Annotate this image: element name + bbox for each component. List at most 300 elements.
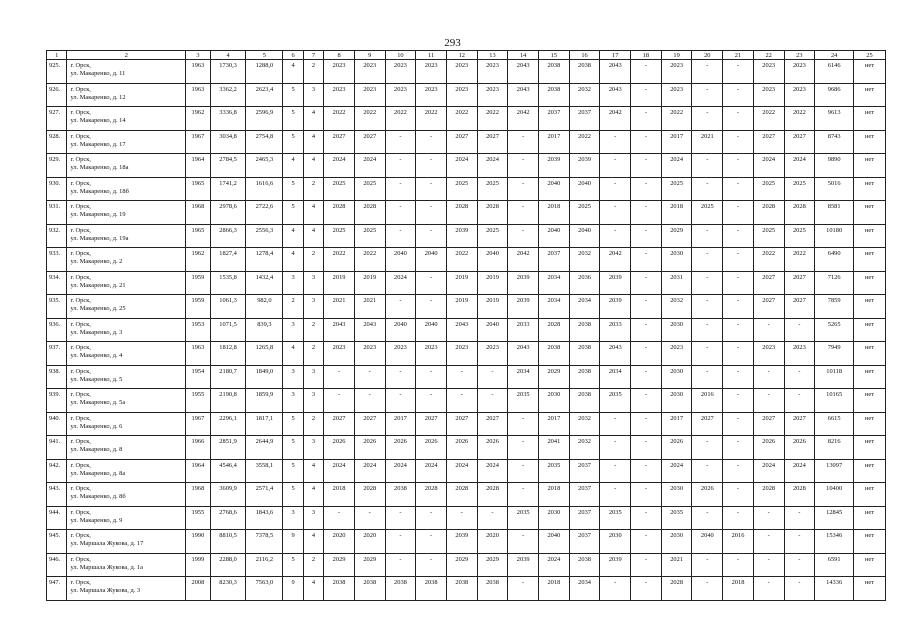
table-cell: 2024 [477,154,508,178]
table-cell: 2020 [477,530,508,554]
table-cell: - [692,177,723,201]
table-cell: - [324,506,355,530]
table-row [47,177,886,201]
table-cell: 2024 [446,459,477,483]
table-cell: - [723,459,754,483]
table-cell: 2021 [692,130,723,154]
table-cell: 2017 [661,130,692,154]
row-number: 947. [47,577,67,601]
table-cell: - [446,506,477,530]
table-cell: 9 [283,530,303,554]
table-cell: 2021 [324,295,355,319]
address-cell [67,365,186,389]
table-cell: 1965 [186,177,211,201]
table-cell: 8216 [815,436,854,460]
column-number: 12 [446,51,477,60]
table-cell: - [692,459,723,483]
table-cell: 2043 [508,83,539,107]
table-cell: 3 [303,271,323,295]
table-cell: - [508,577,539,601]
table-cell: 2028 [324,201,355,225]
table-row [47,342,886,366]
table-cell: 2027 [446,412,477,436]
table-cell: 2040 [385,248,416,272]
address-cell [67,318,186,342]
table-cell: 3034,8 [210,130,246,154]
table-row [47,271,886,295]
table-cell: - [600,177,631,201]
table-cell: - [692,271,723,295]
table-cell: 1061,3 [210,295,246,319]
table-cell: 4 [283,154,303,178]
table-cell: - [753,365,784,389]
table-cell: 2028 [354,201,385,225]
table-cell: - [416,295,447,319]
table-cell: 9613 [815,107,854,131]
table-cell: 2027 [416,412,447,436]
table-cell: 2041 [539,436,570,460]
address-city: г. Орск, [70,508,91,516]
table-cell: - [692,224,723,248]
table-cell: - [631,224,662,248]
table-body [47,51,886,601]
table-cell: - [354,389,385,413]
table-cell: нет [854,201,886,225]
table-cell: 2019 [446,271,477,295]
table-cell: 2035 [508,389,539,413]
table-cell: - [600,577,631,601]
column-number: 15 [539,51,570,60]
table-cell: 2623,4 [246,83,283,107]
table-cell: 2022 [784,107,815,131]
table-cell: 2036 [569,271,600,295]
table-cell: 2038 [416,577,447,601]
table-cell: 5 [283,553,303,577]
column-number: 22 [753,51,784,60]
table-cell: - [784,318,815,342]
table-cell: 1730,3 [210,60,246,84]
table-cell: 2030 [600,530,631,554]
column-number: 25 [854,51,886,60]
table-cell: 2037 [569,107,600,131]
table-cell: 2022 [446,248,477,272]
table-cell: 5 [283,177,303,201]
table-cell: 4 [303,224,323,248]
table-cell: 839,3 [246,318,283,342]
table-cell: 3 [303,436,323,460]
address-street: ул. Макаренко, д. 6 [70,422,123,430]
table-cell: - [508,154,539,178]
table-cell: 2039 [508,295,539,319]
table-cell: 1965 [186,224,211,248]
address-city: г. Орск, [70,461,91,469]
table-cell: 2023 [324,60,355,84]
column-number: 11 [416,51,447,60]
column-number: 16 [569,51,600,60]
table-cell: 2035 [661,506,692,530]
table-cell: 2043 [600,83,631,107]
table-cell: 10180 [815,224,854,248]
table-cell: 2024 [784,154,815,178]
table-cell: нет [854,130,886,154]
table-cell: нет [854,107,886,131]
table-cell: 2296,1 [210,412,246,436]
table-cell: 2025 [692,201,723,225]
address-cell [67,530,186,554]
table-cell: - [753,530,784,554]
table-cell: - [631,248,662,272]
row-number: 946. [47,553,67,577]
address-cell [67,107,186,131]
address-cell [67,436,186,460]
table-cell: 1966 [186,436,211,460]
column-number: 3 [186,51,211,60]
table-cell: 2023 [446,60,477,84]
table-cell: 2023 [324,342,355,366]
table-cell: 2021 [661,553,692,577]
table-cell: 2027 [692,412,723,436]
table-cell: - [385,389,416,413]
table-cell: - [692,506,723,530]
table-cell: 2021 [354,295,385,319]
table-cell: 2028 [784,483,815,507]
address-city: г. Орск, [70,297,91,304]
table-cell: - [508,130,539,154]
table-cell: 2025 [784,177,815,201]
table-row [47,248,886,272]
table-cell: 2043 [508,342,539,366]
table-cell: 3362,2 [210,83,246,107]
table-cell: нет [854,506,886,530]
table-cell: 2024 [539,553,570,577]
table-cell: 1962 [186,248,211,272]
table-cell: 2033 [600,318,631,342]
table-cell: 2038 [569,365,600,389]
table-cell: 2043 [354,318,385,342]
table-cell: 2038 [539,83,570,107]
table-cell: 2 [303,177,323,201]
table-cell: 2018 [661,201,692,225]
address-cell [67,130,186,154]
table-cell: - [784,365,815,389]
table-cell: - [508,177,539,201]
table-cell: 2040 [539,530,570,554]
address-cell [67,342,186,366]
table-cell: - [631,83,662,107]
table-cell: - [600,154,631,178]
table-cell: 2030 [661,248,692,272]
table-cell: 2025 [661,177,692,201]
column-number: 4 [210,51,246,60]
table-cell: 7378,5 [246,530,283,554]
address-cell [67,553,186,577]
table-cell: 2035 [600,506,631,530]
table-cell: 3 [303,506,323,530]
table-cell: нет [854,177,886,201]
table-cell: 2 [303,60,323,84]
table-cell: 5 [283,201,303,225]
table-cell: нет [854,436,886,460]
table-cell: 2030 [661,483,692,507]
table-cell: 2017 [539,412,570,436]
table-cell: 1959 [186,271,211,295]
table-cell: 982,0 [246,295,283,319]
table-cell: 2024 [661,154,692,178]
table-cell: 2038 [385,577,416,601]
address-city: г. Орск, [70,320,91,328]
table-cell: 2029 [354,553,385,577]
table-cell: 2022 [416,107,447,131]
table-cell: 2027 [324,412,355,436]
table-cell: 2038 [539,60,570,84]
row-number: 941. [47,436,67,460]
table-cell: 2866,3 [210,224,246,248]
table-cell: 2038 [569,389,600,413]
table-cell: 2 [283,295,303,319]
table-cell: 2023 [416,342,447,366]
table-cell: - [692,154,723,178]
table-cell: 2556,3 [246,224,283,248]
table-cell: 2022 [446,107,477,131]
address-city: г. Орск, [70,555,91,563]
table-cell: 2025 [784,224,815,248]
table-row [47,506,886,530]
table-cell: 5016 [815,177,854,201]
table-cell: 9686 [815,83,854,107]
table-cell: 2039 [600,553,631,577]
table-cell: - [784,553,815,577]
table-cell: 2024 [661,459,692,483]
column-number: 7 [303,51,323,60]
table-cell: - [385,177,416,201]
table-cell: 3558,1 [246,459,283,483]
table-cell: - [723,201,754,225]
address-cell [67,506,186,530]
table-cell: 2039 [508,271,539,295]
address-city: г. Орск, [70,132,91,140]
table-cell: 2038 [569,318,600,342]
table-cell: - [600,201,631,225]
table-cell: - [477,506,508,530]
table-cell: - [416,154,447,178]
table-cell: 2024 [416,459,447,483]
table-cell: 2023 [354,60,385,84]
address-street: ул. Макаренко, д. 3 [70,328,123,336]
address-cell [67,271,186,295]
address-street: ул. Макаренко, д. 4 [70,352,123,359]
column-number: 19 [661,51,692,60]
table-cell: 2018 [723,577,754,601]
table-cell: - [416,201,447,225]
table-cell: 2016 [723,530,754,554]
table-cell: 2019 [324,271,355,295]
address-street: ул. Макаренко, д. 12 [70,93,126,101]
row-number: 927. [47,107,67,131]
address-cell [67,459,186,483]
table-cell: - [631,365,662,389]
table-cell: 5 [283,412,303,436]
table-cell: 2722,6 [246,201,283,225]
table-cell: 2035 [539,459,570,483]
table-cell: нет [854,295,886,319]
table-cell: 8743 [815,130,854,154]
table-cell: 5265 [815,318,854,342]
table-row [47,83,886,107]
address-city: г. Орск, [70,532,91,539]
table-cell: 2024 [753,459,784,483]
table-cell: - [508,224,539,248]
table-cell: 2022 [385,107,416,131]
table-cell: - [508,459,539,483]
address-street: ул. Макаренко, д. 14 [70,117,126,124]
table-cell: 2754,8 [246,130,283,154]
table-cell: 1968 [186,483,211,507]
table-cell: 13097 [815,459,854,483]
table-cell: 1990 [186,530,211,554]
table-cell: 3 [303,389,323,413]
table-cell: - [784,389,815,413]
address-city: г. Орск, [70,85,91,93]
table-cell: 2025 [753,224,784,248]
row-number: 945. [47,530,67,554]
table-cell: - [416,365,447,389]
table-cell: - [692,577,723,601]
table-cell: 2 [303,248,323,272]
table-cell: 2022 [569,130,600,154]
table-cell: 2042 [600,107,631,131]
row-number: 925. [47,60,67,84]
table-cell: - [692,60,723,84]
table-cell: 2768,6 [210,506,246,530]
table-cell: 2026 [324,436,355,460]
table-cell: - [753,389,784,413]
address-street: ул. Макаренко, д. 11 [70,70,126,77]
table-cell: 8581 [815,201,854,225]
table-cell: 1535,8 [210,271,246,295]
table-cell: - [354,506,385,530]
table-cell: - [784,506,815,530]
table-cell: 2027 [784,295,815,319]
table-cell: 2023 [753,342,784,366]
table-cell: - [723,365,754,389]
table-cell: 2030 [661,365,692,389]
table-cell: 2032 [569,248,600,272]
table-cell: - [385,365,416,389]
table-cell: 2042 [508,107,539,131]
table-cell: 2033 [508,318,539,342]
table-cell: 2023 [354,83,385,107]
table-cell: 7126 [815,271,854,295]
row-number: 935. [47,295,67,319]
table-cell: 2040 [539,177,570,201]
table-cell: 2029 [446,553,477,577]
table-cell: 1741,2 [210,177,246,201]
table-cell: 2028 [477,201,508,225]
address-street: ул. Маршала Жукова, д. 1а [70,563,143,571]
table-cell: 4 [283,224,303,248]
table-row [47,318,886,342]
table-cell: 3 [303,295,323,319]
table-cell: 2032 [569,412,600,436]
table-cell: 1964 [186,459,211,483]
table-cell: - [600,436,631,460]
table-cell: - [692,436,723,460]
table-cell: - [446,389,477,413]
table-cell: 2037 [569,506,600,530]
table-cell: 2026 [661,436,692,460]
table-cell: 2024 [385,459,416,483]
table-cell: 2032 [569,83,600,107]
table-cell: 2 [303,342,323,366]
table-cell: 1963 [186,60,211,84]
table-cell: 1817,1 [246,412,283,436]
table-cell: 2023 [753,60,784,84]
table-cell: 2040 [692,530,723,554]
table-cell: 1955 [186,506,211,530]
table-row [47,530,886,554]
table-cell: 3 [283,365,303,389]
table-cell: - [631,389,662,413]
table-cell: 2040 [539,224,570,248]
table-cell: 2019 [446,295,477,319]
table-cell: - [692,342,723,366]
table-cell: - [723,271,754,295]
table-cell: 1616,6 [246,177,283,201]
address-street: ул. Макаренко, д. 9 [70,516,123,524]
table-cell: - [631,553,662,577]
table-cell: 2024 [324,459,355,483]
table-cell: - [692,365,723,389]
table-cell: 4 [283,248,303,272]
column-number: 23 [784,51,815,60]
table-cell: 2025 [477,224,508,248]
column-number: 1 [47,51,67,60]
table-cell: 2039 [446,224,477,248]
table-cell: 1265,8 [246,342,283,366]
table-cell: - [723,60,754,84]
table-cell: 4 [303,130,323,154]
table-cell: 2035 [600,389,631,413]
table-cell: нет [854,83,886,107]
table-cell: 8810,5 [210,530,246,554]
table-cell: 1955 [186,389,211,413]
address-city: г. Орск, [70,485,91,492]
table-cell: 2022 [784,248,815,272]
table-cell: 2027 [784,412,815,436]
table-cell: 6146 [815,60,854,84]
table-cell: - [508,483,539,507]
address-street: ул. Макаренко, д. 8 [70,446,123,453]
table-cell: - [723,506,754,530]
table-cell: - [723,483,754,507]
table-cell: нет [854,459,886,483]
table-cell: 5 [283,459,303,483]
column-number: 14 [508,51,539,60]
table-cell: 2040 [477,318,508,342]
table-cell: - [723,412,754,436]
table-cell: 1964 [186,154,211,178]
table-cell: 2024 [784,459,815,483]
table-cell: - [784,530,815,554]
table-cell: 7859 [815,295,854,319]
table-cell: 4 [283,60,303,84]
table-cell: нет [854,224,886,248]
table-cell: - [385,530,416,554]
table-cell: 2027 [477,130,508,154]
table-cell: 2022 [661,107,692,131]
table-cell: - [631,412,662,436]
table-cell: - [631,295,662,319]
